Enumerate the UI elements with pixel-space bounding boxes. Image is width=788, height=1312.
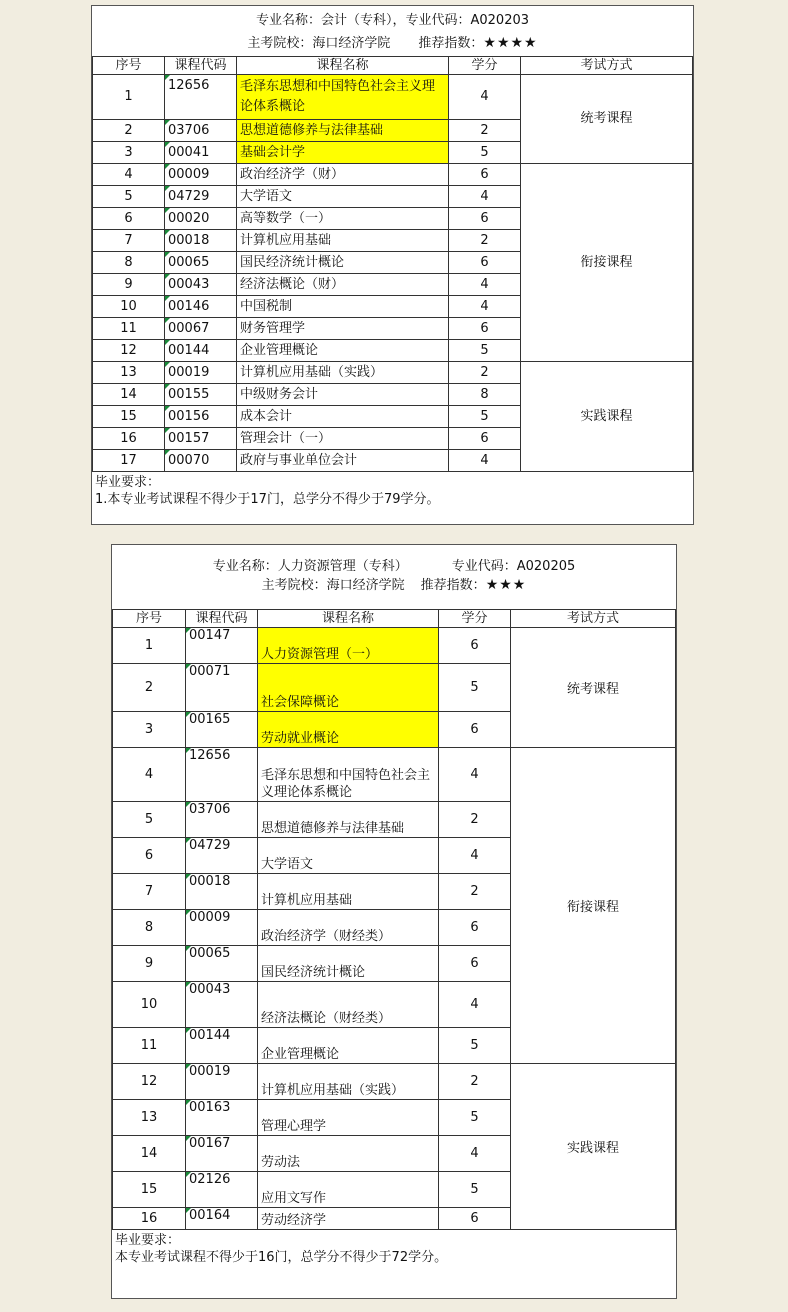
course-name: 劳动法	[258, 1136, 439, 1172]
course-code: 00043	[165, 274, 237, 296]
school-rating-line	[112, 576, 676, 595]
course-name: 劳动经济学	[258, 1208, 439, 1230]
course-name: 企业管理概论	[237, 340, 449, 362]
credit: 5	[439, 1100, 511, 1136]
credit: 4	[449, 274, 521, 296]
row-number: 6	[93, 208, 165, 230]
course-code: 12656	[165, 75, 237, 120]
exam-type-header: 考试方式	[521, 57, 693, 75]
row-number: 7	[93, 230, 165, 252]
row-number: 17	[93, 450, 165, 472]
course-code: 04729	[186, 838, 258, 874]
major-line: 专业名称：会计（专科），专业代码：A020203	[255, 13, 530, 28]
credit: 5	[439, 1028, 511, 1064]
school-rating-line	[92, 32, 693, 55]
row-number: 15	[93, 406, 165, 428]
course-name: 政治经济学（财）	[237, 164, 449, 186]
credit-header: 学分	[449, 57, 521, 75]
credit: 2	[439, 802, 511, 838]
course-code: 02126	[186, 1172, 258, 1208]
credit: 5	[439, 664, 511, 712]
course-code: 00165	[186, 712, 258, 748]
credit: 6	[449, 428, 521, 450]
sheet-header	[92, 6, 693, 55]
requirement-title: 毕业要求：	[115, 1233, 181, 1248]
course-name: 中级财务会计	[237, 384, 449, 406]
course-code: 00147	[186, 628, 258, 664]
course-name: 人力资源管理（一）	[258, 628, 439, 664]
header-row	[113, 610, 676, 628]
course-name: 经济法概论（财）	[237, 274, 449, 296]
row-number: 5	[113, 802, 186, 838]
credit: 8	[449, 384, 521, 406]
row-number: 9	[113, 946, 186, 982]
credit: 2	[449, 230, 521, 252]
no-header: 序号	[113, 610, 186, 628]
row-number: 10	[113, 982, 186, 1028]
course-code: 00065	[165, 252, 237, 274]
credit: 4	[439, 748, 511, 802]
code-header: 课程代码	[186, 610, 258, 628]
table-row	[93, 362, 693, 384]
row-number: 2	[113, 664, 186, 712]
major-line	[112, 557, 676, 576]
course-code: 00018	[186, 874, 258, 910]
credit: 6	[439, 1208, 511, 1230]
row-number: 1	[93, 75, 165, 120]
credit-header: 学分	[439, 610, 511, 628]
row-number: 8	[93, 252, 165, 274]
course-code: 00144	[186, 1028, 258, 1064]
course-code: 00144	[165, 340, 237, 362]
course-code: 03706	[186, 802, 258, 838]
code-header: 课程代码	[165, 57, 237, 75]
credit: 6	[439, 910, 511, 946]
graduation-requirement	[112, 1230, 676, 1268]
row-number: 5	[93, 186, 165, 208]
credit: 5	[439, 1172, 511, 1208]
row-number: 16	[93, 428, 165, 450]
course-name: 管理会计（一）	[237, 428, 449, 450]
row-number: 9	[93, 274, 165, 296]
course-code: 00018	[165, 230, 237, 252]
name-header: 课程名称	[237, 57, 449, 75]
course-name: 计算机应用基础（实践）	[237, 362, 449, 384]
credit: 4	[439, 982, 511, 1028]
requirement-text: 1.本专业考试课程不得少于17门，总学分不得少于79学分。	[95, 492, 440, 507]
course-name: 大学语文	[237, 186, 449, 208]
exam-type-cell: 统考课程	[521, 75, 693, 164]
row-number: 3	[93, 142, 165, 164]
course-name: 大学语文	[258, 838, 439, 874]
name-header: 课程名称	[258, 610, 439, 628]
course-name: 企业管理概论	[258, 1028, 439, 1064]
course-code: 00009	[186, 910, 258, 946]
course-name: 成本会计	[237, 406, 449, 428]
course-code: 00146	[165, 296, 237, 318]
course-name: 计算机应用基础（实践）	[258, 1064, 439, 1100]
course-code: 00019	[165, 362, 237, 384]
exam-type-cell: 统考课程	[511, 628, 676, 748]
course-name: 政府与事业单位会计	[237, 450, 449, 472]
course-name: 经济法概论（财经类）	[258, 982, 439, 1028]
credit: 6	[439, 628, 511, 664]
credit: 4	[449, 296, 521, 318]
course-code: 00067	[165, 318, 237, 340]
code-label: 专业代码：A020205	[451, 559, 576, 574]
row-number: 13	[93, 362, 165, 384]
course-code: 00041	[165, 142, 237, 164]
row-number: 4	[93, 164, 165, 186]
requirement-title: 毕业要求：	[95, 475, 161, 490]
course-name: 财务管理学	[237, 318, 449, 340]
credit: 2	[449, 120, 521, 142]
course-name: 高等数学（一）	[237, 208, 449, 230]
table-row	[113, 748, 676, 802]
major-label: 专业名称：人力资源管理（专科）	[212, 559, 408, 574]
no-header: 序号	[93, 57, 165, 75]
row-number: 4	[113, 748, 186, 802]
course-name: 思想道德修养与法律基础	[258, 802, 439, 838]
credit: 2	[439, 1064, 511, 1100]
accounting-program-sheet	[91, 5, 694, 525]
school-label: 主考院校：海口经济学院	[261, 578, 405, 593]
row-number: 10	[93, 296, 165, 318]
credit: 2	[449, 362, 521, 384]
course-name: 计算机应用基础	[258, 874, 439, 910]
course-name: 劳动就业概论	[258, 712, 439, 748]
course-code: 00019	[186, 1064, 258, 1100]
table-row	[93, 164, 693, 186]
course-name: 计算机应用基础	[237, 230, 449, 252]
table-row	[93, 75, 693, 120]
course-code: 00163	[186, 1100, 258, 1136]
header-row	[93, 57, 693, 75]
credit: 5	[449, 406, 521, 428]
row-number: 7	[113, 874, 186, 910]
requirement-text: 本专业考试课程不得少于16门，总学分不得少于72学分。	[115, 1250, 448, 1265]
row-number: 13	[113, 1100, 186, 1136]
course-code: 00071	[186, 664, 258, 712]
course-name: 国民经济统计概论	[258, 946, 439, 982]
rating-label: 推荐指数：	[418, 36, 484, 51]
course-code: 00043	[186, 982, 258, 1028]
course-code: 00155	[165, 384, 237, 406]
credit: 5	[449, 142, 521, 164]
course-name: 中国税制	[237, 296, 449, 318]
course-name: 政治经济学（财经类）	[258, 910, 439, 946]
course-code: 00167	[186, 1136, 258, 1172]
row-number: 2	[93, 120, 165, 142]
course-code: 00009	[165, 164, 237, 186]
course-name: 管理心理学	[258, 1100, 439, 1136]
row-number: 11	[93, 318, 165, 340]
credit: 6	[449, 164, 521, 186]
credit: 4	[449, 186, 521, 208]
course-name: 思想道德修养与法律基础	[237, 120, 449, 142]
course-code: 00020	[165, 208, 237, 230]
row-number: 12	[113, 1064, 186, 1100]
row-number: 15	[113, 1172, 186, 1208]
credit: 4	[449, 75, 521, 120]
row-number: 1	[113, 628, 186, 664]
row-number: 6	[113, 838, 186, 874]
row-number: 16	[113, 1208, 186, 1230]
row-number: 3	[113, 712, 186, 748]
course-table	[92, 56, 693, 472]
course-code: 12656	[186, 748, 258, 802]
exam-type-header: 考试方式	[511, 610, 676, 628]
course-code: 00070	[165, 450, 237, 472]
course-table	[112, 609, 676, 1230]
rating-label: 推荐指数：	[420, 578, 486, 593]
rating-stars: ★★★★	[483, 35, 538, 51]
credit: 6	[439, 712, 511, 748]
course-name: 国民经济统计概论	[237, 252, 449, 274]
exam-type-cell: 衔接课程	[521, 164, 693, 362]
rating-stars: ★★★	[485, 577, 527, 593]
course-code: 00156	[165, 406, 237, 428]
sheet-header	[112, 545, 676, 595]
row-number: 14	[113, 1136, 186, 1172]
course-code: 00157	[165, 428, 237, 450]
course-name: 毛泽东思想和中国特色社会主义理论体系概论	[258, 748, 439, 802]
row-number: 11	[113, 1028, 186, 1064]
course-name: 基础会计学	[237, 142, 449, 164]
exam-type-cell: 实践课程	[521, 362, 693, 472]
school-label: 主考院校：海口经济学院	[247, 36, 391, 51]
credit: 6	[449, 318, 521, 340]
course-code: 04729	[165, 186, 237, 208]
table-row	[113, 628, 676, 664]
credit: 6	[439, 946, 511, 982]
course-name: 社会保障概论	[258, 664, 439, 712]
course-code: 00164	[186, 1208, 258, 1230]
course-name: 应用文写作	[258, 1172, 439, 1208]
course-code: 00065	[186, 946, 258, 982]
graduation-requirement	[92, 472, 693, 510]
credit: 4	[439, 1136, 511, 1172]
credit: 4	[439, 838, 511, 874]
exam-type-cell: 实践课程	[511, 1064, 676, 1230]
course-code: 03706	[165, 120, 237, 142]
credit: 6	[449, 208, 521, 230]
credit: 2	[439, 874, 511, 910]
credit: 5	[449, 340, 521, 362]
credit: 6	[449, 252, 521, 274]
course-name: 毛泽东思想和中国特色社会主义理论体系概论	[237, 75, 449, 120]
row-number: 8	[113, 910, 186, 946]
hr-program-sheet	[111, 544, 677, 1299]
row-number: 12	[93, 340, 165, 362]
exam-type-cell: 衔接课程	[511, 748, 676, 1064]
credit: 4	[449, 450, 521, 472]
table-row	[113, 1064, 676, 1100]
row-number: 14	[93, 384, 165, 406]
